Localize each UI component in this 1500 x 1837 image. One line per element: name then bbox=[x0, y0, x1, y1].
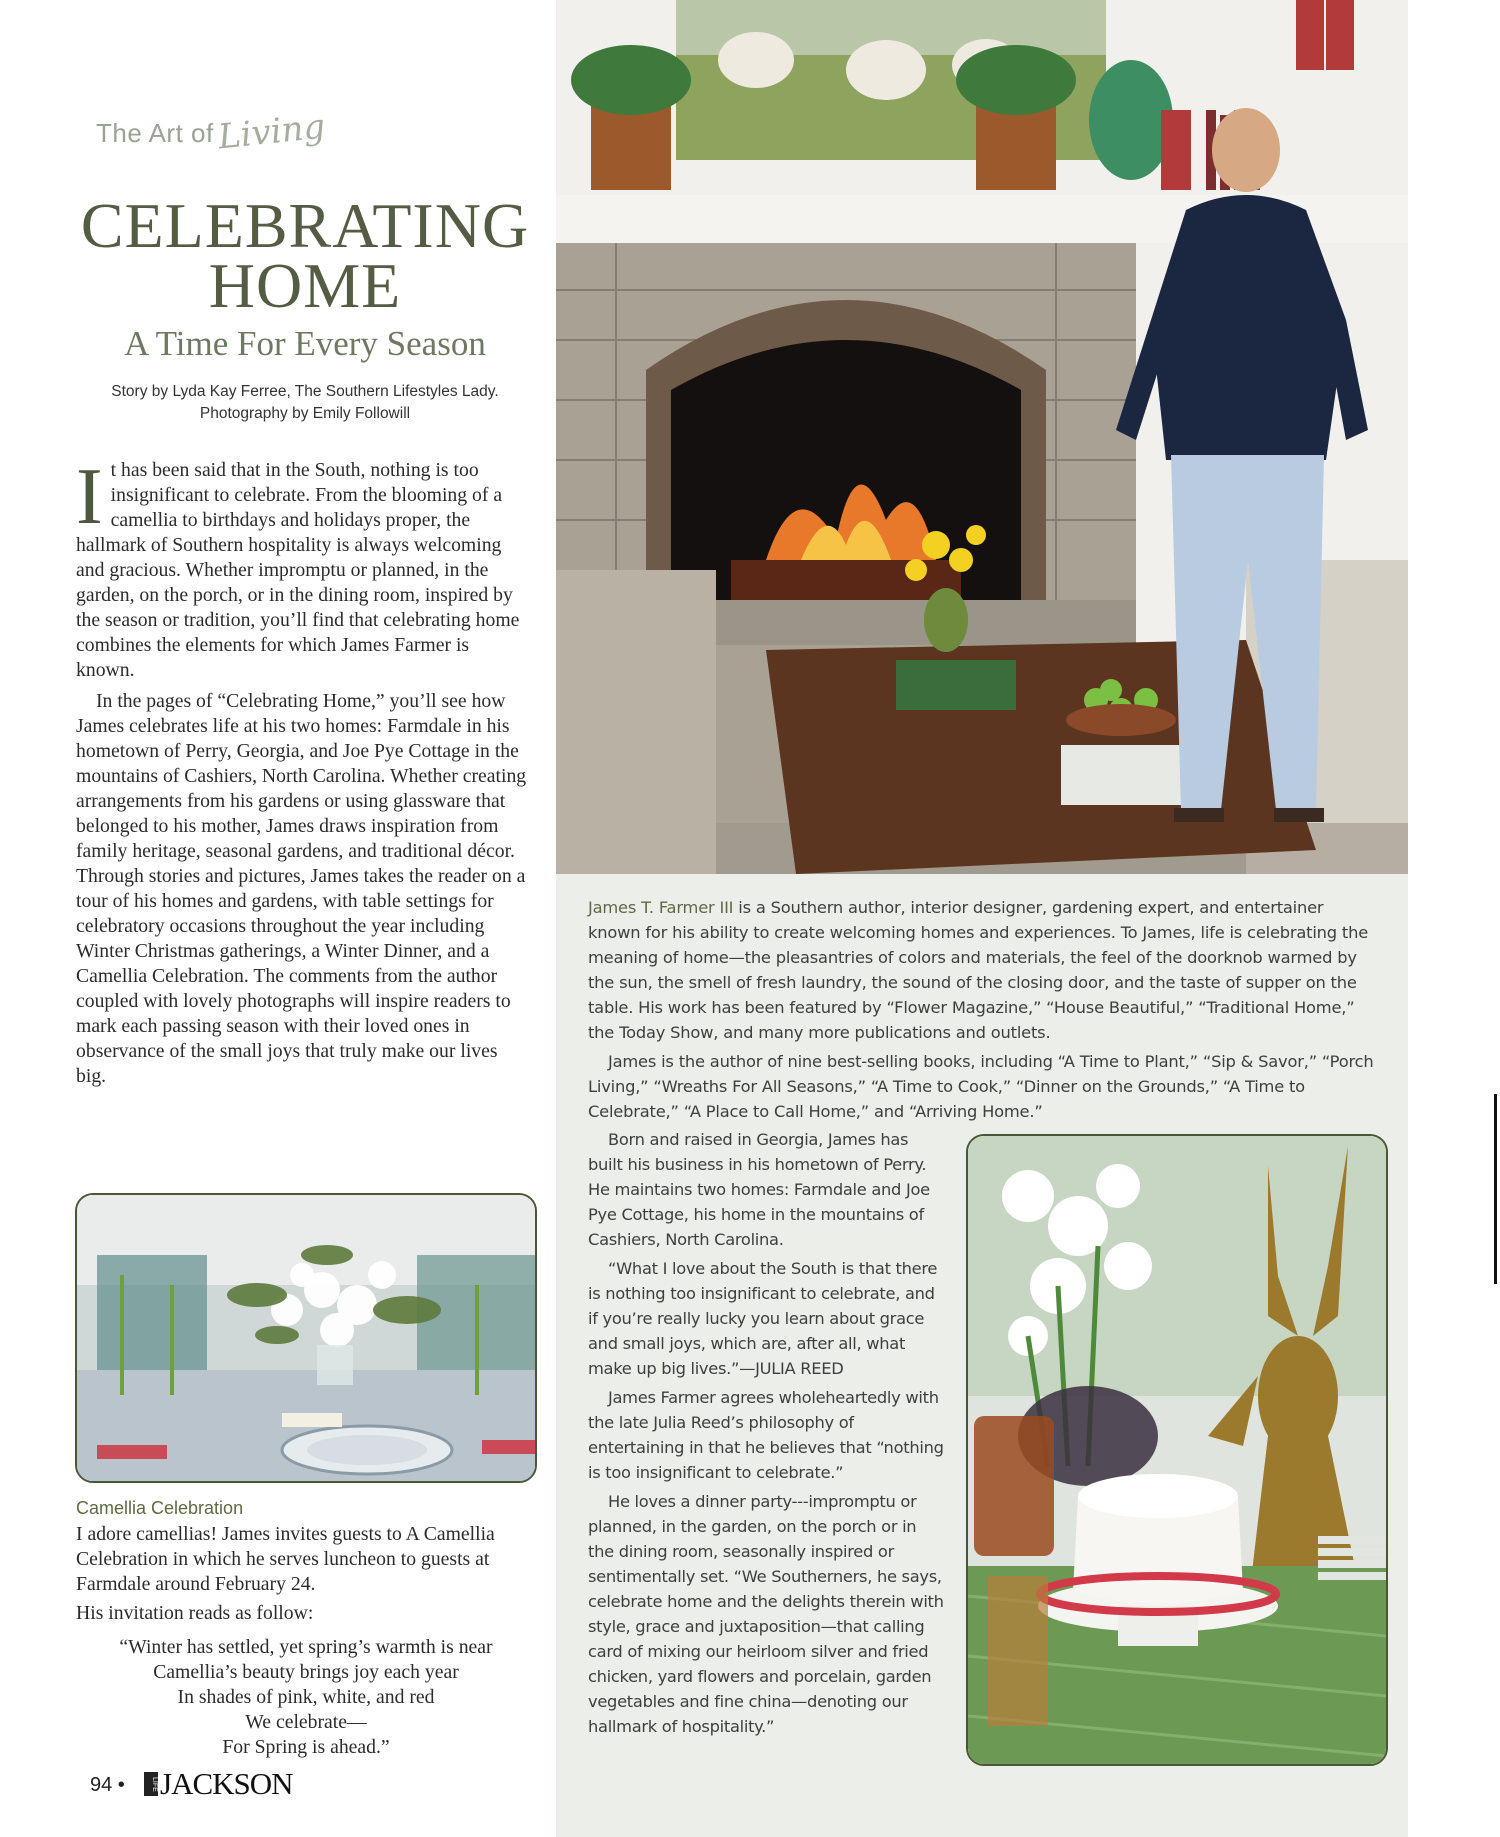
drop-cap: I bbox=[76, 453, 103, 541]
camellia-caption bbox=[76, 1522, 536, 1626]
julia-reed-quote: “What I love about the South is that there is nothing too insignificant to celebrate, and if you’re really lucky you learn about grace and small joys, which are, after all, what make up big lives.”—JULIA REED bbox=[588, 1259, 938, 1378]
byline-story: Story by Lyda Kay Ferree, The Southern Lifestyles Lady. bbox=[111, 383, 499, 400]
page-edge-marker bbox=[1494, 1094, 1497, 1284]
poem-line: For Spring is ahead.” bbox=[222, 1736, 390, 1758]
article-title: CELEBRATING HOME bbox=[80, 190, 530, 321]
paragraph-2: In the pages of “Celebrating Home,” you’ll see how James celebrates life at his two homes: Farmdale in his hometown of Perry, Georgia, and Joe Pye Cottage in the mountains of Cashiers, North Carolina. Whether creating arrangements from his gardens or using glassware that belonged to his mother, James draws inspiration from family heritage, seasonal gardens, and traditional décor. Through stories and pictures, James takes the reader on a tour of his homes and gardens, with table settings for celebratory occasions throughout the year including Winter Christmas gatherings, a Winter Dinner, and a Camellia Celebration. The comments from the author coupled with lovely photographs will inspire readers to mark each passing season with their loved ones in observance of the small joys that truly make our lives big. bbox=[76, 690, 527, 1087]
kicker-script: Living bbox=[216, 106, 328, 158]
byline-photo: Photography by Emily Followill bbox=[199, 405, 411, 422]
poem-line: We celebrate— bbox=[245, 1711, 367, 1733]
fireplace-portrait-image bbox=[556, 0, 1408, 874]
bio-paragraph-5: James Farmer agrees wholeheartedly with the late Julia Reed’s philosophy of entertaining in that he believes that “nothing is too insignificant to celebrate.” bbox=[588, 1388, 944, 1482]
bio-paragraph-1: James T. Farmer III is a Southern author, interior designer, gardening expert, and entertainer known for his ability to create welcoming homes and experiences. To James, life is celebrating the meaning of home—the pleasantries of colors and materials, the feel of the doorknob warmed by the sun, the smell of fresh laundry, the sound of the closing door, and the taste of supper on the table. His work has been featured by “Flower Magazine,” “House Beautiful,” “Traditional Home,” the Today Show, and many more publications and outlets. bbox=[588, 898, 1369, 1042]
fireplace-portrait-photo bbox=[556, 0, 1408, 874]
table-setting-photo bbox=[75, 1193, 537, 1483]
invitation-intro: His invitation reads as follow: bbox=[76, 1602, 314, 1624]
bio-paragraph-2: James is the author of nine best-selling books, including “A Time to Plant,” “Sip & Savor,” “Porch Living,” “Wreaths For All Seasons,” “A Time to Cook,” “Dinner on the Grounds,” “A Time to Celebrate,” “A Place to Call Home,” and “Arriving Home.” bbox=[588, 1052, 1374, 1121]
byline bbox=[60, 381, 550, 425]
poem-line: Camellia’s beauty brings joy each year bbox=[153, 1661, 459, 1683]
bio-narrow-column bbox=[588, 1127, 946, 1743]
camellia-body: I adore camellias! James invites guests to A Camellia Celebration in which he serves luncheon to guests at Farmdale around February 24. bbox=[76, 1523, 495, 1595]
life-badge: LIFE bbox=[144, 1772, 158, 1796]
cake-table-photo bbox=[966, 1134, 1388, 1766]
article-body bbox=[76, 453, 530, 1089]
bio-paragraph-3: Born and raised in Georgia, James has built his business in his hometown of Perry. He maintains two homes: Farmdale and Joe Pye Cottage, his home in the mountains of Cashiers, North Carolina. bbox=[588, 1130, 930, 1249]
page-number: 94 • bbox=[90, 1774, 125, 1796]
poem-line: In shades of pink, white, and red bbox=[177, 1686, 435, 1708]
bio-paragraph-6: He loves a dinner party---impromptu or planned, in the garden, on the porch or in the dining room, seasonally inspired or sentimentally set. “We Southerners, he says, celebrate home and the delights therein with style, grace and juxtaposition—that calling card of mixing our heirloom silver and fried chicken, yard flowers and porcelain, garden vegetables and fine china—denoting our hallmark of hospitality.” bbox=[588, 1492, 944, 1736]
paragraph-1: It has been said that in the South, nothing is too insignificant to celebrate. From the blooming of a camellia to birthdays and holidays proper, the hallmark of Southern hospitality is always welcoming and gracious. Whether impromptu or planned, in the garden, on the porch, or in the dining room, inspired by the season or tradition, you’ll find that celebrating home combines the elements for which James Farmer is known. bbox=[76, 453, 520, 681]
cake-table-image bbox=[968, 1136, 1386, 1764]
article-subtitle: A Time For Every Season bbox=[124, 324, 486, 363]
table-setting-image bbox=[77, 1195, 535, 1481]
magazine-brand: JACKSON bbox=[160, 1766, 293, 1801]
camellia-caption-title: Camellia Celebration bbox=[76, 1498, 244, 1518]
kicker-text: The Art of bbox=[96, 118, 214, 148]
author-name: James T. Farmer III bbox=[588, 898, 734, 917]
invitation-poem bbox=[76, 1635, 536, 1760]
poem-line: “Winter has settled, yet spring’s warmth is near bbox=[119, 1636, 493, 1658]
section-kicker bbox=[96, 106, 396, 176]
